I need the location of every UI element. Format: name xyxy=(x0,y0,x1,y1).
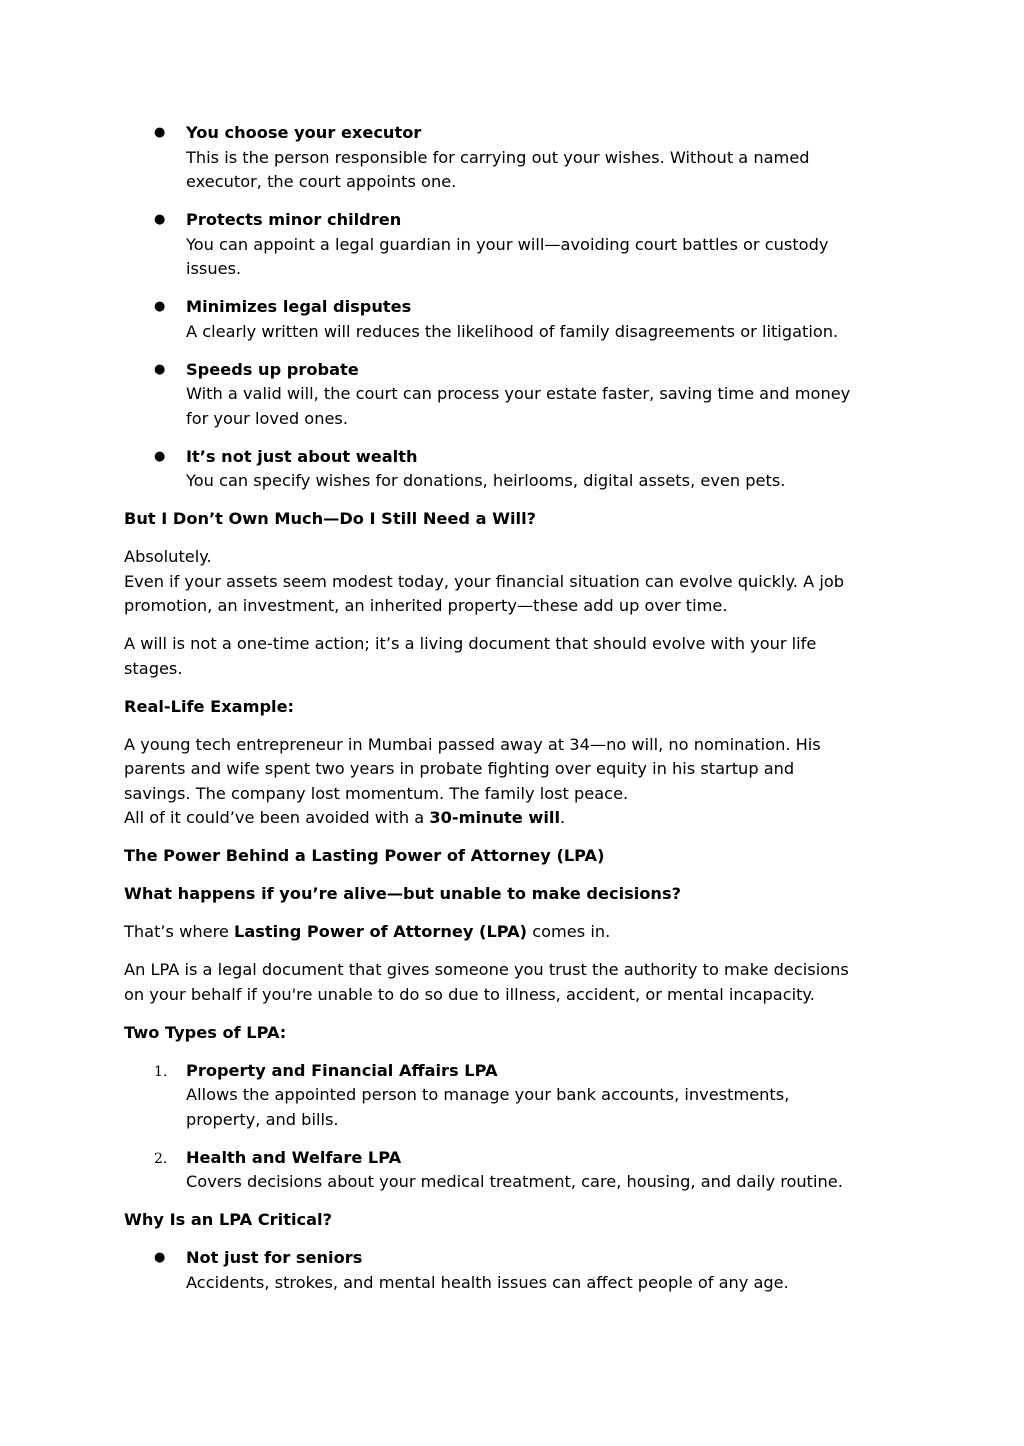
paragraph-line: on your behalf if you're unable to do so due to illness, accident, or mental incapacity. xyxy=(124,984,815,1004)
paragraph-line: savings. The company lost momentum. The family lost peace. xyxy=(124,783,629,803)
lpa-types-list xyxy=(124,1059,899,1195)
list-item xyxy=(124,1246,899,1295)
list-number: 2. xyxy=(154,1150,168,1167)
lpa-critical-list xyxy=(124,1246,899,1295)
section-subheading: What happens if you’re alive—but unable to make decisions? xyxy=(124,884,681,903)
list-item-title: Protects minor children xyxy=(186,210,402,229)
list-item-title: Property and Financial Affairs LPA xyxy=(186,1060,498,1080)
bullet-icon: ● xyxy=(154,212,166,227)
section-heading: Two Types of LPA: xyxy=(124,1022,287,1042)
text-run: All of it could’ve been avoided with a xyxy=(124,808,430,827)
document-content xyxy=(124,121,899,1309)
paragraph-line: stages. xyxy=(124,658,183,678)
paragraph-line xyxy=(124,806,899,831)
list-item-text: Accidents, strokes, and mental health issues can affect people of any age. xyxy=(186,1272,789,1292)
paragraph xyxy=(124,958,899,1007)
bullet-icon: ● xyxy=(154,125,166,140)
list-item-text: executor, the court appoints one. xyxy=(186,172,457,191)
list-item-title: Not just for seniors xyxy=(186,1248,363,1267)
paragraph-line: promotion, an investment, an inherited property—these add up over time. xyxy=(124,596,728,615)
bullet-icon: ● xyxy=(154,361,166,377)
bold-text-run: 30-minute will xyxy=(429,808,560,827)
bullet-icon: ● xyxy=(154,299,166,314)
list-item xyxy=(124,295,899,344)
bullet-icon: ● xyxy=(154,1250,166,1265)
list-item-text: You can specify wishes for donations, heirlooms, digital assets, even pets. xyxy=(186,471,786,490)
will-benefits-list xyxy=(124,121,899,494)
list-item-title: Speeds up probate xyxy=(186,359,359,379)
list-item xyxy=(124,121,899,195)
list-number: 1. xyxy=(154,1063,168,1080)
list-item-text: You can appoint a legal guardian in your will—avoiding court battles or custody xyxy=(186,234,829,254)
list-item xyxy=(124,1146,899,1195)
list-item-title: You choose your executor xyxy=(186,123,422,142)
list-item xyxy=(124,1059,899,1133)
list-item xyxy=(124,208,899,282)
paragraph xyxy=(124,632,899,681)
paragraph-line: Absolutely. xyxy=(124,547,212,566)
list-item-title: It’s not just about wealth xyxy=(186,446,418,466)
paragraph xyxy=(124,545,899,619)
list-item-text: With a valid will, the court can process your estate faster, saving time and money xyxy=(186,384,851,403)
section-heading: Real-Life Example: xyxy=(124,696,295,716)
list-item-text: This is the person responsible for carrying out your wishes. Without a named xyxy=(186,147,810,167)
text-run: . xyxy=(560,808,566,827)
example-paragraph xyxy=(124,733,899,831)
list-item xyxy=(124,445,899,494)
paragraph-line: Even if your assets seem modest today, your financial situation can evolve quickly. A job xyxy=(124,571,845,591)
paragraph-line: A young tech entrepreneur in Mumbai passed away at 34—no will, no nomination. His xyxy=(124,734,821,754)
section-heading: The Power Behind a Lasting Power of Attorney (LPA) xyxy=(124,846,605,865)
list-item-text: Allows the appointed person to manage your bank accounts, investments, xyxy=(186,1085,790,1104)
paragraph-line: An LPA is a legal document that gives someone you trust the authority to make decisions xyxy=(124,960,849,979)
list-item-text: Covers decisions about your medical treatment, care, housing, and daily routine. xyxy=(186,1172,843,1191)
text-run: That’s where xyxy=(124,922,235,941)
list-item-text: A clearly written will reduces the likelihood of family disagreements or litigation. xyxy=(186,321,839,341)
bullet-icon: ● xyxy=(154,448,166,464)
paragraph-line: parents and wife spent two years in probate fighting over equity in his startup and xyxy=(124,759,795,778)
list-item xyxy=(124,358,899,432)
bold-text-run: Lasting Power of Attorney (LPA) xyxy=(234,922,528,941)
list-item-text: property, and bills. xyxy=(186,1109,339,1129)
section-heading: Why Is an LPA Critical? xyxy=(124,1210,332,1229)
list-item-text: for your loved ones. xyxy=(186,408,349,428)
text-run: comes in. xyxy=(527,922,611,941)
list-item-text: issues. xyxy=(186,259,242,278)
list-item-title: Minimizes legal disputes xyxy=(186,297,412,316)
section-heading: But I Don’t Own Much—Do I Still Need a Will? xyxy=(124,509,537,528)
paragraph xyxy=(124,920,899,945)
paragraph-line: A will is not a one-time action; it’s a living document that should evolve with your life xyxy=(124,634,817,653)
list-item-title: Health and Welfare LPA xyxy=(186,1147,402,1167)
